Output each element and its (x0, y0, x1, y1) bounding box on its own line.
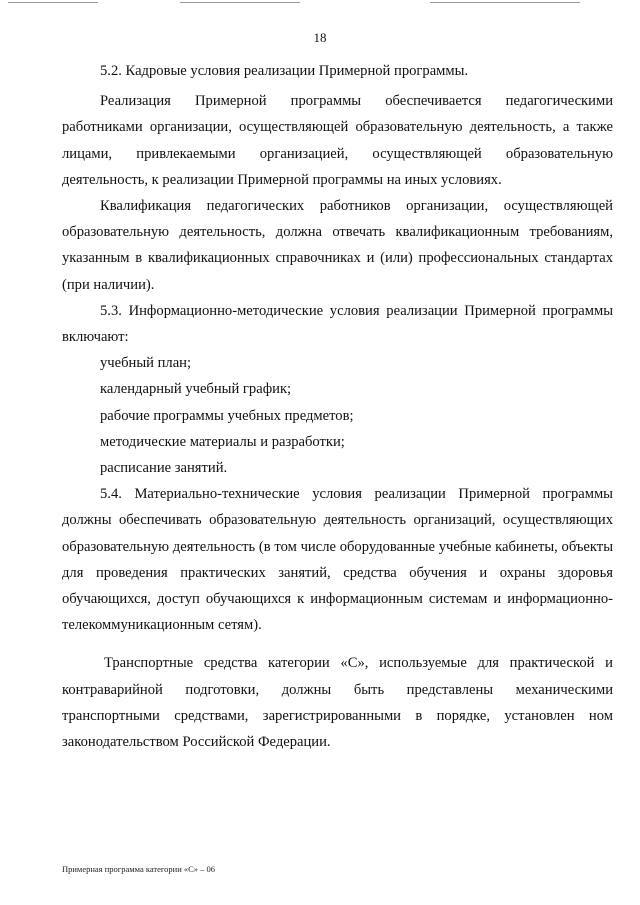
page-number: 18 (313, 30, 327, 45)
list-item: расписание занятий. (100, 460, 228, 477)
list-item: учебный план; (100, 355, 192, 372)
scan-edge-line (8, 2, 98, 3)
scan-edge-line (180, 2, 300, 3)
info-conditions-list (62, 350, 613, 481)
paragraph-staff-conditions: Реализация Примерной программы обеспечивается педагогическими работниками организации, осуществляющей образовательную деятельность, а также лицами, привлекаемыми организацией, осуществляющей образовательную деятельность, к реализации Примерной программы на иных условиях. (62, 93, 613, 188)
list-item: календарный учебный график; (100, 381, 292, 398)
scan-edge-line (430, 2, 580, 3)
document-body (62, 58, 613, 755)
paragraph-qualification: Квалификация педагогических работников организации, осуществляющей образовательную деятельность, должна отвечать квалификационным требованиям, указанным в квалификационных справочниках и (или) профессиональных стандартах (при наличии). (62, 198, 613, 293)
section-heading-5-2: 5.2. Кадровые условия реализации Примерной программы. (100, 63, 469, 79)
list-item: рабочие программы учебных предметов; (100, 407, 354, 424)
page-footer: Примерная программа категории «С» – 06 (62, 864, 216, 874)
section-heading-5-4: 5.4. Материально-технические условия реализации Примерной программы должны обеспечивать образовательную деятельность организаций, осуществляющих образовательную деятельность (в том числе оборудованные учебные кабинеты, объекты для проведения практических занятий, средства обучения и охраны здоровья обучающихся, доступ обучающихся к информационным системам и информационно-телекоммуникационным сетям). (62, 486, 613, 634)
paragraph-transport: Транспортные средства категории «С», используемые для практической и контраварийной подготовки, должны быть представлены механическими транспортными средствами, зарегистрированными в порядке, установлен ном законодательством Российской Федерации. (62, 655, 613, 751)
list-item: методические материалы и разработки; (100, 433, 345, 450)
section-heading-5-3: 5.3. Информационно-методические условия реализации Примерной программы включают: (62, 302, 613, 346)
